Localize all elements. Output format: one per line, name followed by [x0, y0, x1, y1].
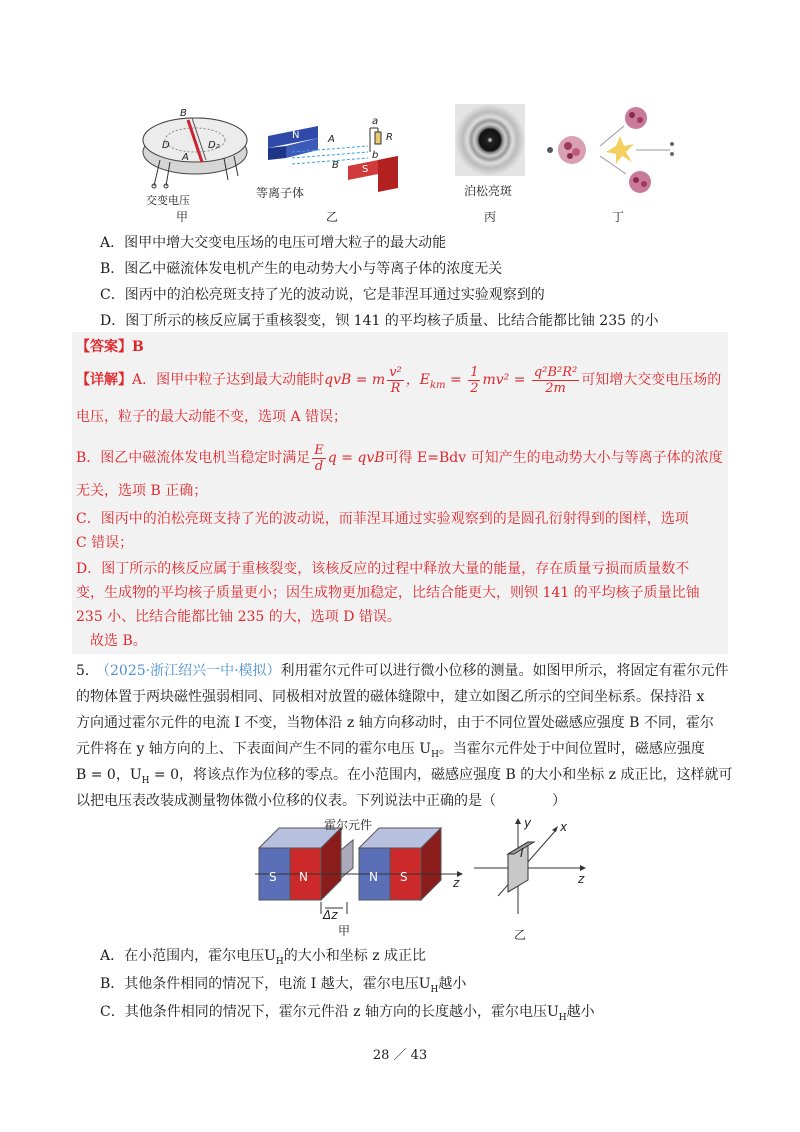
frac-v2-over-r: [387, 365, 404, 396]
delta-z-label: Δz: [323, 908, 338, 922]
detail-a-eq2: ，E: [405, 372, 430, 388]
q5-option-c-text: C．其他条件相同的情况下，霍尔元件沿 z 轴方向的长度越小，霍尔电压U: [100, 1004, 559, 1020]
question-line5-tail: = 0，将该点作为位移的零点。在小范围内，磁感应强度 B 的大小和坐标 z 成正比，这样就可: [149, 767, 733, 783]
detail-d-line3: 235 小、比结合能都比铀 235 的大，选项 D 错误。: [76, 609, 401, 625]
jia-letter-b: B: [180, 108, 187, 119]
figure-hall-axes: [470, 816, 590, 926]
figure-label-yi-q5: 乙: [514, 928, 527, 942]
jia-letter-d: D: [162, 140, 170, 151]
detail-b-eq: q = qvB: [327, 450, 385, 466]
frac-one-half: [468, 365, 480, 396]
figure-jia-cyclotron: [140, 100, 250, 200]
yi-caption: 等离子体: [256, 186, 305, 200]
q5-option-c-sub: H: [558, 1012, 567, 1023]
q5-option-a-tail: 的大小和坐标 z 成正比: [283, 948, 427, 964]
detail-conclusion: 故选 B。: [90, 633, 147, 649]
question-line3: 方向通过霍尔元件的电流 I 不变，当物体沿 z 轴方向移动时，由于不同位置处磁感应强度 B 不同，霍尔: [76, 715, 714, 731]
option-d: D．图丁所示的核反应属于重核裂变，钡 141 的平均核子质量、比结合能都比铀 235 的小: [100, 313, 659, 329]
jia-letter-d2: D₂: [208, 140, 220, 151]
detail-d-line1: D．图丁所示的核反应属于重核裂变，该核反应的过程中释放大量的能量，存在质量亏损而质量数不: [76, 561, 690, 577]
magnet1-s: S: [269, 870, 277, 884]
figure-label-jia-q5: 甲: [338, 924, 351, 938]
axis-z-label: z: [453, 876, 460, 890]
question-line4-tail: 。当霍尔元件处于中间位置时，磁感应强度: [438, 741, 705, 757]
q5-option-b: [100, 974, 466, 1000]
detail-tag: 【详解】: [76, 372, 132, 388]
figure-label-ding: 丁: [612, 210, 625, 224]
yi-letter-b-cap: B: [332, 160, 339, 171]
yi-letter-s: S: [362, 164, 369, 175]
yi-letter-a: a: [372, 116, 379, 127]
answer-value: B: [132, 339, 144, 355]
q5-option-b-tail: 越小: [438, 976, 467, 992]
detail-d-line2: 变，生成物的平均核子质量更小；因生成物更加稳定，比结合能更大，则钡 141 的平均核子质量比铀: [76, 585, 700, 601]
question-line4-sub: H: [431, 749, 439, 760]
detail-a-line: [76, 362, 721, 398]
question-source: （2025·浙江绍兴一中·模拟）: [96, 663, 281, 679]
detail-b-line: [76, 440, 723, 476]
q5-option-c-tail: 越小: [566, 1004, 595, 1020]
question-line6: 以把电压表改装成测量物体微小位移的仪表。下列说法中正确的是（ ）: [76, 793, 566, 809]
answer-line: [76, 336, 144, 358]
detail-a-text: A．图甲中粒子达到最大动能时: [132, 372, 325, 388]
question-line4-text: 元件将在 y 轴方向的上、下表面间产生不同的霍尔电压 U: [76, 741, 432, 757]
detail-c-line2: C 错误；: [76, 535, 134, 551]
q5-option-a-sub: H: [275, 956, 284, 967]
figure-hall-magnets: [255, 818, 465, 922]
frac-ek: [532, 365, 579, 396]
detail-a-eq4: mv² =: [482, 372, 530, 388]
figure-label-jia: 甲: [176, 210, 189, 224]
jia-letter-a: A: [182, 152, 189, 163]
q5-option-a: [100, 946, 426, 972]
frac-num: q²B²R²: [533, 364, 578, 380]
frac-num: E: [314, 442, 324, 458]
q5-option-b-text: B．其他条件相同的情况下，电流 I 越大，霍尔电压U: [100, 976, 431, 992]
hall-element-caption: 霍尔元件: [324, 818, 373, 832]
option-b: B．图乙中磁流体发电机产生的电动势大小与等离子体的浓度无关: [100, 261, 503, 277]
magnet2-n: N: [369, 870, 378, 884]
question-line1-text: 利用霍尔元件可以进行微小位移的测量。如图甲所示，将固定有霍尔元件: [280, 663, 729, 679]
frac-den: R: [390, 380, 401, 396]
detail-c-line1: C．图丙中的泊松亮斑支持了光的波动说，而菲涅耳通过实验观察到的是圆孔衍射得到的图样，选项: [76, 511, 689, 527]
frac-num: 1: [470, 364, 479, 380]
detail-a-line2: 电压，粒子的最大动能不变，选项 A 错误；: [76, 409, 348, 425]
question-line1: [96, 660, 729, 682]
option-c: C．图丙中的泊松亮斑支持了光的波动说，它是菲涅耳通过实验观察到的: [100, 287, 545, 303]
frac-e-over-d: [312, 443, 326, 474]
magnet2-s: S: [400, 870, 408, 884]
yi-letter-r: R: [386, 132, 393, 143]
detail-a-eq3: =: [445, 372, 467, 388]
q5-option-b-sub: H: [430, 984, 439, 995]
question-line5-sub: H: [141, 775, 150, 786]
figure-bing-poisson-spot: [455, 104, 525, 176]
question-line4: [76, 738, 705, 766]
frac-den: 2: [470, 380, 479, 396]
question-number: 5．: [76, 663, 99, 679]
yi-letter-n: N: [292, 130, 300, 141]
axis-y-label: y: [524, 816, 532, 830]
question-line2: 的物体置于两块磁性强弱相同、同极相对放置的磁体缝隙中，建立如图乙所示的空间坐标系。保持沿 x: [76, 689, 705, 705]
figure-label-bing: 丙: [484, 210, 497, 224]
jia-caption: 交变电压: [146, 194, 190, 207]
yi-letter-b: b: [372, 150, 379, 161]
figure-ding-fission: [540, 100, 690, 200]
option-a: A．图甲中增大交变电压场的电压可增大粒子的最大动能: [100, 235, 447, 251]
figure-label-yi: 乙: [326, 210, 339, 224]
question-line5: [76, 764, 733, 792]
yi-letter-a-cap: A: [328, 134, 335, 145]
question-line5-text: B = 0，U: [76, 767, 142, 783]
frac-den: 2m: [545, 380, 566, 396]
frac-den: d: [314, 458, 324, 474]
axis-i-label: I: [520, 846, 524, 860]
detail-b-text: B．图乙中磁流体发电机当稳定时满足: [76, 450, 311, 466]
axis-x-label: x: [560, 820, 568, 834]
page-number: 28 ／ 43: [372, 1048, 428, 1063]
q5-option-a-text: A．在小范围内，霍尔电压U: [100, 948, 276, 964]
axis-z-label-2: z: [578, 872, 585, 886]
detail-a-eq2-sub: km: [430, 379, 446, 391]
detail-b-tail: 可得 E=Bdv 可知产生的电动势大小与等离子体的浓度: [384, 450, 723, 466]
bing-caption: 泊松亮斑: [464, 184, 513, 198]
magnet1-n: N: [299, 870, 308, 884]
detail-a-eq1: qvB = m: [324, 372, 386, 388]
answer-tag: 【答案】: [76, 339, 132, 355]
frac-num: v²: [389, 364, 402, 380]
detail-b-line2: 无关，选项 B 正确；: [76, 483, 208, 499]
q5-option-c: [100, 1002, 595, 1028]
detail-a-tail: 可知增大交变电压场的: [581, 372, 722, 388]
